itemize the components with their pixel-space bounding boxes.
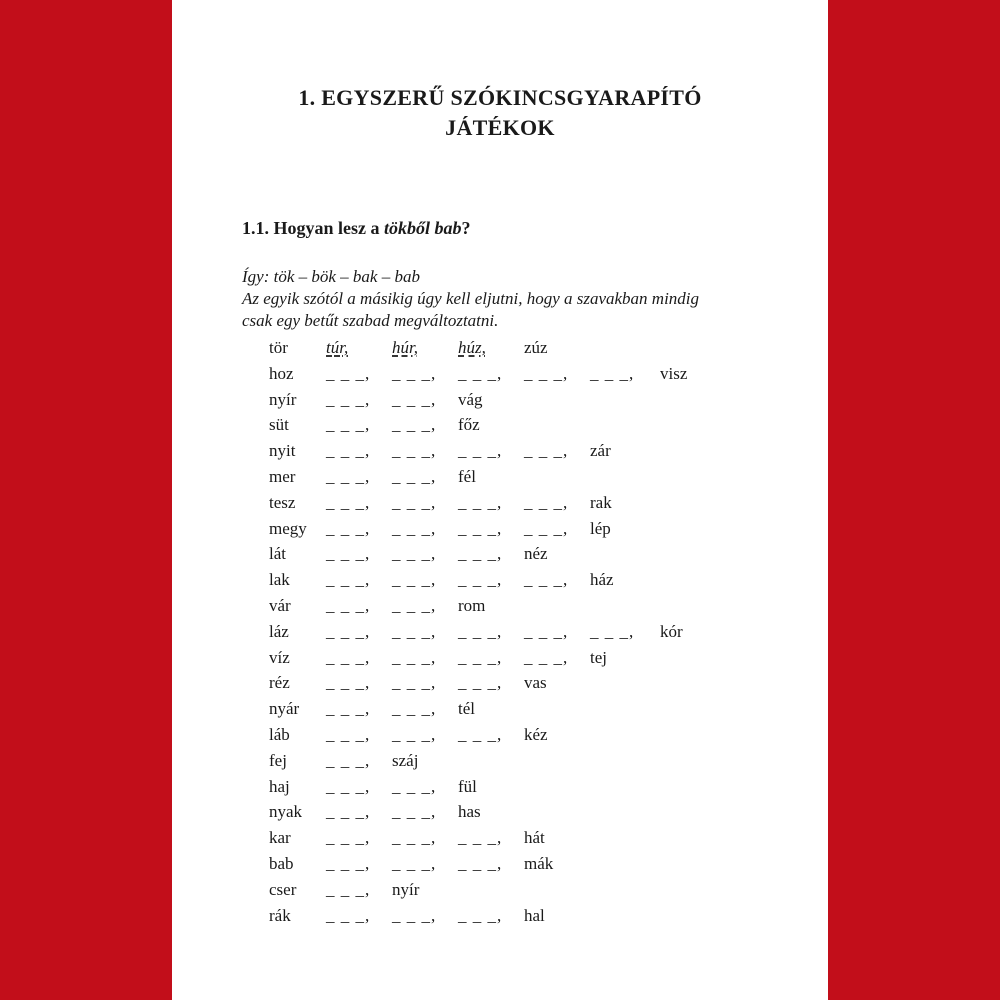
end-word: lép bbox=[590, 518, 611, 538]
blank-field[interactable]: _ _ _, bbox=[524, 518, 569, 538]
blank-field[interactable]: _ _ _, bbox=[392, 570, 437, 590]
start-word: tesz bbox=[269, 492, 296, 512]
chapter-title bbox=[172, 83, 828, 143]
blank-field[interactable]: _ _ _, bbox=[326, 389, 371, 409]
instructions-example: Így: tök – bök – bak – bab bbox=[242, 267, 420, 286]
blank-field[interactable]: _ _ _, bbox=[326, 492, 371, 512]
start-word: süt bbox=[269, 415, 289, 435]
end-word: has bbox=[458, 802, 481, 822]
start-word: nyak bbox=[269, 802, 303, 822]
exercise-row bbox=[172, 853, 828, 879]
end-word: rom bbox=[458, 595, 486, 615]
exercise-row bbox=[172, 543, 828, 569]
blank-field[interactable]: _ _ _, bbox=[392, 492, 437, 512]
end-word: nyír bbox=[392, 879, 420, 899]
blank-field[interactable]: _ _ _, bbox=[458, 647, 503, 667]
start-word: haj bbox=[269, 776, 290, 796]
blank-field[interactable]: _ _ _, bbox=[524, 647, 569, 667]
blank-field[interactable]: _ _ _, bbox=[392, 802, 437, 822]
blank-field[interactable]: _ _ _, bbox=[458, 518, 503, 538]
blank-field[interactable]: _ _ _, bbox=[458, 905, 503, 925]
blank-field[interactable]: _ _ _, bbox=[326, 853, 371, 873]
blank-field[interactable]: _ _ _, bbox=[392, 699, 437, 719]
example-row bbox=[172, 337, 828, 363]
blank-field[interactable]: _ _ _, bbox=[524, 492, 569, 512]
blank-field[interactable]: _ _ _, bbox=[392, 518, 437, 538]
exercise-row bbox=[172, 776, 828, 802]
end-word: fül bbox=[458, 776, 477, 796]
blank-field[interactable]: _ _ _, bbox=[392, 776, 437, 796]
exercise-row bbox=[172, 440, 828, 466]
start-word: nyár bbox=[269, 699, 300, 719]
start-word: nyit bbox=[269, 441, 296, 461]
exercise-row bbox=[172, 518, 828, 544]
chapter-title-line-1: 1. EGYSZERŰ SZÓKINCSGYARAPÍTÓ bbox=[298, 85, 702, 110]
blank-field[interactable]: _ _ _, bbox=[326, 466, 371, 486]
instructions-line-1: Az egyik szótól a másikig úgy kell eljutni, hogy a szavakban mindig bbox=[242, 289, 700, 308]
instructions bbox=[242, 266, 802, 332]
exercise-row bbox=[172, 879, 828, 905]
end-word: tél bbox=[458, 699, 475, 719]
end-word: fél bbox=[458, 466, 476, 486]
blank-field[interactable]: _ _ _, bbox=[392, 905, 437, 925]
book-page bbox=[172, 0, 828, 1000]
end-word: száj bbox=[392, 750, 419, 770]
filled-step: húz, bbox=[458, 338, 486, 357]
exercise-row bbox=[172, 389, 828, 415]
blank-field[interactable]: _ _ _, bbox=[590, 621, 635, 641]
filled-step: túr, bbox=[326, 338, 349, 357]
exercise-row bbox=[172, 569, 828, 595]
end-word: zúz bbox=[524, 338, 548, 357]
start-word: nyír bbox=[269, 389, 297, 409]
section-heading bbox=[242, 218, 471, 239]
blank-field[interactable]: _ _ _, bbox=[458, 363, 503, 383]
blank-field[interactable]: _ _ _, bbox=[392, 544, 437, 564]
blank-field[interactable]: _ _ _, bbox=[458, 621, 503, 641]
blank-field[interactable]: _ _ _, bbox=[392, 647, 437, 667]
exercise-row bbox=[172, 750, 828, 776]
blank-field[interactable]: _ _ _, bbox=[326, 570, 371, 590]
chapter-title-line-2: JÁTÉKOK bbox=[445, 115, 555, 140]
blank-field[interactable]: _ _ _, bbox=[458, 673, 503, 693]
blank-field[interactable]: _ _ _, bbox=[392, 363, 437, 383]
end-word: főz bbox=[458, 415, 480, 435]
end-word: rak bbox=[590, 492, 612, 512]
blank-field[interactable]: _ _ _, bbox=[524, 621, 569, 641]
blank-field[interactable]: _ _ _, bbox=[458, 570, 503, 590]
start-word: tör bbox=[269, 338, 288, 357]
exercise-row bbox=[172, 672, 828, 698]
blank-field[interactable]: _ _ _, bbox=[326, 802, 371, 822]
start-word: bab bbox=[269, 853, 294, 873]
blank-field[interactable]: _ _ _, bbox=[326, 441, 371, 461]
blank-field[interactable]: _ _ _, bbox=[326, 595, 371, 615]
blank-field[interactable]: _ _ _, bbox=[392, 415, 437, 435]
start-word: vár bbox=[269, 595, 291, 615]
blank-field[interactable]: _ _ _, bbox=[392, 441, 437, 461]
section-heading-emphasis: tökből bab bbox=[384, 218, 462, 238]
blank-field[interactable]: _ _ _, bbox=[326, 879, 371, 899]
start-word: láz bbox=[269, 621, 289, 641]
blank-field[interactable]: _ _ _, bbox=[392, 853, 437, 873]
end-word: hal bbox=[524, 905, 545, 925]
blank-field[interactable]: _ _ _, bbox=[392, 389, 437, 409]
blank-field[interactable]: _ _ _, bbox=[458, 492, 503, 512]
exercise-row bbox=[172, 414, 828, 440]
blank-field[interactable]: _ _ _, bbox=[458, 724, 503, 744]
exercise-row bbox=[172, 466, 828, 492]
exercise-row bbox=[172, 698, 828, 724]
blank-field[interactable]: _ _ _, bbox=[590, 363, 635, 383]
end-word: vág bbox=[458, 389, 483, 409]
blank-field[interactable]: _ _ _, bbox=[326, 647, 371, 667]
exercise-row bbox=[172, 363, 828, 389]
blank-field[interactable]: _ _ _, bbox=[458, 441, 503, 461]
blank-field[interactable]: _ _ _, bbox=[392, 621, 437, 641]
section-number: 1.1. bbox=[242, 218, 269, 238]
end-word: néz bbox=[524, 544, 548, 564]
end-word: kéz bbox=[524, 724, 548, 744]
exercise-row bbox=[172, 827, 828, 853]
end-word: ház bbox=[590, 570, 614, 590]
blank-field[interactable]: _ _ _, bbox=[392, 673, 437, 693]
start-word: hoz bbox=[269, 363, 294, 383]
start-word: mer bbox=[269, 466, 296, 486]
blank-field[interactable]: _ _ _, bbox=[392, 595, 437, 615]
blank-field[interactable]: _ _ _, bbox=[326, 544, 371, 564]
start-word: fej bbox=[269, 750, 287, 770]
filled-step: húr, bbox=[392, 338, 418, 357]
exercise-row bbox=[172, 492, 828, 518]
blank-field[interactable]: _ _ _, bbox=[524, 441, 569, 461]
exercise-row bbox=[172, 724, 828, 750]
instructions-line-2: csak egy betűt szabad megváltoztatni. bbox=[242, 311, 499, 330]
exercise-row bbox=[172, 905, 828, 931]
end-word: vas bbox=[524, 673, 547, 693]
blank-field[interactable]: _ _ _, bbox=[326, 724, 371, 744]
exercise-row bbox=[172, 647, 828, 673]
blank-field[interactable]: _ _ _, bbox=[392, 724, 437, 744]
blank-field[interactable]: _ _ _, bbox=[326, 673, 371, 693]
blank-field[interactable]: _ _ _, bbox=[326, 415, 371, 435]
end-word: tej bbox=[590, 647, 607, 667]
blank-field[interactable]: _ _ _, bbox=[326, 363, 371, 383]
start-word: lak bbox=[269, 570, 290, 590]
start-word: láb bbox=[269, 724, 290, 744]
section-heading-text: Hogyan lesz a bbox=[273, 218, 380, 238]
blank-field[interactable]: _ _ _, bbox=[392, 466, 437, 486]
end-word: hát bbox=[524, 828, 545, 848]
exercise-row bbox=[172, 621, 828, 647]
start-word: megy bbox=[269, 518, 307, 538]
word-ladder-exercises bbox=[172, 337, 828, 930]
exercise-row bbox=[172, 595, 828, 621]
end-word: visz bbox=[660, 363, 688, 383]
blank-field[interactable]: _ _ _, bbox=[326, 621, 371, 641]
start-word: lát bbox=[269, 544, 286, 564]
blank-field[interactable]: _ _ _, bbox=[524, 570, 569, 590]
blank-field[interactable]: _ _ _, bbox=[326, 905, 371, 925]
blank-field[interactable]: _ _ _, bbox=[524, 363, 569, 383]
blank-field[interactable]: _ _ _, bbox=[392, 828, 437, 848]
end-word: zár bbox=[590, 441, 611, 461]
start-word: víz bbox=[269, 647, 290, 667]
exercise-row bbox=[172, 801, 828, 827]
blank-field[interactable]: _ _ _, bbox=[326, 750, 371, 770]
start-word: réz bbox=[269, 673, 290, 693]
blank-field[interactable]: _ _ _, bbox=[458, 828, 503, 848]
blank-field[interactable]: _ _ _, bbox=[326, 828, 371, 848]
blank-field[interactable]: _ _ _, bbox=[458, 853, 503, 873]
start-word: kar bbox=[269, 828, 291, 848]
start-word: cser bbox=[269, 879, 297, 899]
blank-field[interactable]: _ _ _, bbox=[326, 699, 371, 719]
blank-field[interactable]: _ _ _, bbox=[458, 544, 503, 564]
end-word: mák bbox=[524, 853, 554, 873]
end-word: kór bbox=[660, 621, 683, 641]
section-heading-suffix: ? bbox=[461, 218, 471, 238]
blank-field[interactable]: _ _ _, bbox=[326, 776, 371, 796]
blank-field[interactable]: _ _ _, bbox=[326, 518, 371, 538]
start-word: rák bbox=[269, 905, 291, 925]
